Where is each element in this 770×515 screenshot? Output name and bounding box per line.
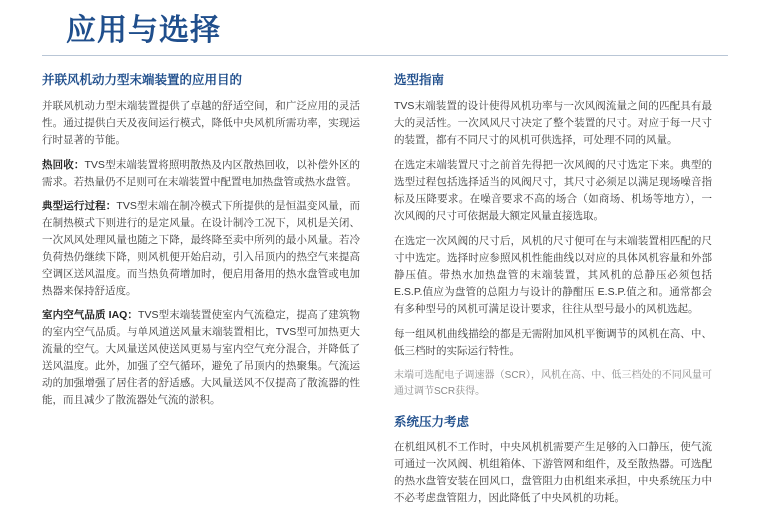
guide-paragraph-3: 在选定一次风阀的尺寸后，风机的尺寸便可在与末端装置相匹配的尺寸中选定。选择时应参照风机性能曲线以对应的具体风机容量和外部静压值。带热水加热盘管的末端装置，其风机的总静压必须包括 E.S.P.值应为盘管的总阻力与设计的静酣压 E.S.P.值之和。通常都会有多种型号的风机可满足设计要求，往往从型号最小的风机选起。 [394, 234, 712, 315]
guide-paragraph-1: TVS末端装置的设计使得风机功率与一次风阀流量之间的匹配具有最大的灵活性。一次风风尺寸决定了整个装置的尺寸。对应于每一尺寸的装置，都有不同尺寸的风机可供选择，可处理不同的风量。 [394, 99, 712, 146]
left-paragraph-heat-recovery [42, 157, 360, 191]
left-column [42, 72, 360, 416]
right-section-heading-pressure: 系统压力考虑 [394, 414, 470, 429]
guide-paragraph-4: 每一组风机曲线描绘的都是无需附加风机平衡调节的风机在高、中、低三档时的实际运行特性。 [394, 327, 712, 357]
paragraph-lead-iaq: 室内空气品质 IAQ： [42, 308, 139, 321]
right-column [394, 72, 712, 515]
left-section-heading: 并联风机动力型末端装置的应用目的 [42, 73, 243, 87]
left-intro-paragraph: 并联风机动力型末端装置提供了卓越的舒适空间，和广泛应用的灵活性。通过提供白天及夜间运行模式，降低中央风机所需功率，实现运行时显著的节能。 [42, 99, 360, 146]
paragraph-text-typical-operation: TVS型末端在制冷模式下所提供的是恒温变风量，而在制热模式下则进行的是定风量。在设计制冷工况下，风机是关闭、一次风风处理风量也随之下降，最终降至卖中所列的最小风量。若冷负荷热仍继续下降，则风机便开始启动，引入吊顶内的热空气来提高空调区送风温度。而当热负荷增加时，便启用备用的热水盘管或电加热器来保持舒适度。 [42, 199, 361, 297]
left-paragraph-typical-operation [42, 198, 360, 300]
left-paragraph-iaq [42, 307, 360, 409]
paragraph-lead-typical-operation: 典型运行过程： [42, 199, 117, 212]
content-columns [42, 72, 728, 515]
paragraph-text-heat-recovery: TVS型末端装置将照明散热及内区散热回收，以补偿外区的需求。若热量仍不足则可在末端装置中配置电加热盘管或热水盘管。 [42, 158, 361, 188]
right-section-heading-guide: 选型指南 [394, 73, 445, 87]
guide-paragraph-2: 在选定末端装置尺寸之前首先得把一次风阀的尺寸选定下来。典型的选型过程包括选择适当的风阀尺寸，其尺寸必须足以满足现场噪音指标及压降要求。在噪音要求不高的场合（如商场、机场等地方），一次风阀的尺寸可依据最大额定风量直接选取。 [394, 158, 712, 222]
paragraph-lead-heat-recovery: 热回收： [42, 158, 85, 171]
page-title: 应用与选择 [66, 14, 221, 47]
title-divider [42, 55, 728, 56]
pressure-paragraph: 在机组风机不工作时，中央风机机需要产生足够的入口静压，使气流可通过一次风阀、机组箱体、下游管网和组件，及至散热器。可选配的热水盘管安装在回风口，盘管阻力由机组来承担，中央系统压力中不必考虑盘管阻力，因此降低了中央风机的功耗。 [394, 441, 712, 504]
paragraph-text-iaq: TVS型末端装置使室内气流稳定，提高了建筑物的室内空气品质。与单风道送风量末端装置相比，TVS型可加热更大流量的空气。大风量送风使送风更易与室内空气充分混合，并降低了送风温度。此外，加强了空气循环，避免了吊顶内的热聚集。气流运动的加强增强了居住者的舒适感。大风量送风不仅提高了散流器的性能，而且减少了散流器处气流的淤积。 [42, 308, 360, 406]
guide-note: 末端可选配电子调速器（SCR），风机在高、中、低三档处的不同风量可通过调节SCR获得。 [394, 369, 712, 397]
